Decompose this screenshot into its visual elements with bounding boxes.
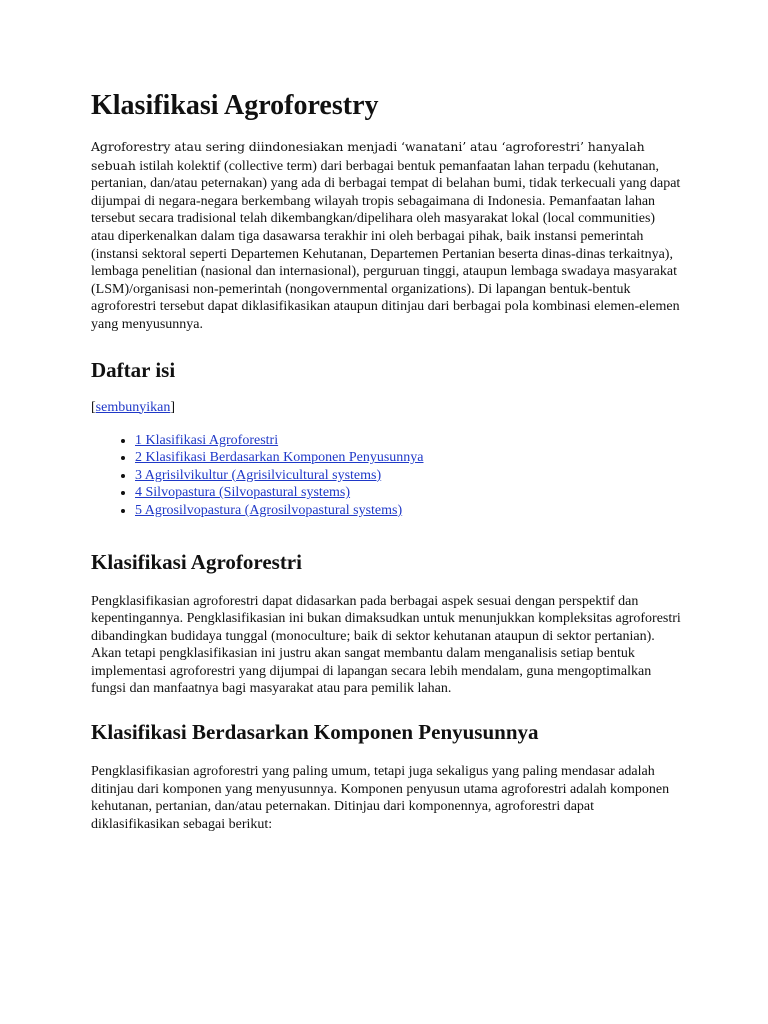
- intro-paragraph: [91, 138, 681, 334]
- page-title: Klasifikasi Agroforestry: [91, 90, 379, 121]
- toc-item: [135, 432, 681, 450]
- toc-link-silvopastura[interactable]: 4 Silvopastura (Silvopastural systems): [135, 485, 351, 501]
- toc-list: [91, 432, 681, 520]
- toc-link-komponen-penyusun[interactable]: 2 Klasifikasi Berdasarkan Komponen Penyusunnya: [135, 450, 424, 466]
- section-heading-klasifikasi-agroforestri: Klasifikasi Agroforestri: [91, 549, 302, 574]
- toc-toggle: [91, 399, 681, 417]
- toc-item: [135, 484, 681, 502]
- toc-heading: Daftar isi: [91, 357, 176, 382]
- hide-toc-link[interactable]: sembunyikan: [95, 399, 171, 415]
- toc-item: [135, 502, 681, 520]
- toc-link-agrisilvikultur[interactable]: 3 Agrisilvikultur (Agrisilvicultural systems): [135, 467, 382, 483]
- intro-lead-text: Agroforestry atau sering diindonesiakan menjadi ‘wanatani’ atau ‘agroforestri’ hanyalah sebuah: [91, 139, 645, 173]
- section-heading-komponen-penyusun: Klasifikasi Berdasarkan Komponen Penyusunnya: [91, 720, 539, 745]
- toc-link-klasifikasi-agroforestri[interactable]: 1 Klasifikasi Agroforestri: [135, 432, 279, 448]
- article-content: [91, 88, 681, 833]
- intro-body-text: istilah kolektif (collective term) dari berbagai bentuk pemanfaatan lahan terpadu (kehutanan, pertanian, dan/atau peternakan) yang ada di berbagai tempat di belahan bumi, tidak terkecuali yang dapat dijumpai di negara-negara berkembang wilayah tropis sebagaimana di Indonesia. Pemanfaatan lahan tersebut secara tradisional telah dikembangkan/dipelihara oleh masyarakat lokal (local communities) atau diperkenalkan dalam tiga dasawarsa terakhir ini oleh berbagai pihak, baik instansi pemerintah (instansi sektoral seperti Departemen Kehutanan, Departemen Pertanian beserta dinas-dinas terkaitnya), lembaga penelitian (nasional dan internasional), perguruan tinggi, ataupun lembaga swadaya masyarakat (LSM)/organisasi non-pemerintah (nongovernmental organizations). Di lapangan bentuk-bentuk agroforestri tersebut dapat diklasifikasikan ataupun ditinjau dari berbagai pola kombinasi elemen-elemen yang menyusunnya.: [91, 158, 681, 332]
- toc-toggle-close-bracket: ]: [170, 399, 175, 415]
- section-paragraph-klasifikasi-agroforestri: Pengklasifikasian agroforestri dapat didasarkan pada berbagai aspek sesuai dengan perspektif dan kepentingannya. Pengklasifikasian ini bukan dimaksudkan untuk menunjukkan kompleksitas agroforestri dibandingkan budidaya tunggal (monoculture; baik di sektor kehutanan ataupun di sektor pertanian). Akan tetapi pengklasifikasian ini justru akan sangat membantu dalam menganalisis setiap bentuk implementasi agroforestri yang dijumpai di lapangan secara lebih mendalam, guna mengoptimalkan fungsi dan manfaatnya bagi masyarakat atau para pemilik lahan.: [91, 593, 681, 697]
- section-paragraph-komponen-penyusun: Pengklasifikasian agroforestri yang paling umum, tetapi juga sekaligus yang paling mendasar adalah ditinjau dari komponen yang menyusunnya. Komponen penyusun utama agroforestri adalah komponen kehutanan, pertanian, dan/atau peternakan. Ditinjau dari komponennya, agroforestri dapat diklasifikasikan sebagai berikut:: [91, 764, 670, 832]
- toc-link-agrosilvopastura[interactable]: 5 Agrosilvopastura (Agrosilvopastural systems): [135, 502, 403, 518]
- toc-item: [135, 449, 681, 467]
- toc-item: [135, 467, 681, 485]
- toc-toggle-open-bracket: [: [91, 399, 96, 415]
